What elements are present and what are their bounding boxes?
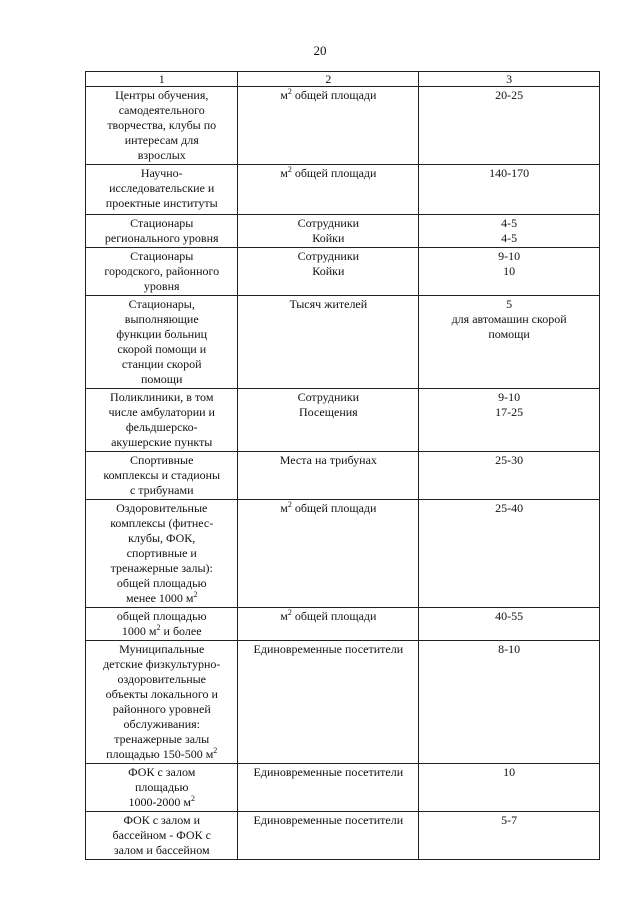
cell-text-line: 9-10	[498, 249, 521, 263]
cell-text-line: Тысяч жителей	[289, 297, 368, 311]
cell-text-line: Посещения	[298, 405, 358, 419]
cell-text-line: $м^2$ общей площади	[280, 608, 377, 623]
cell-text-line: 1000-2000 $м^2$	[128, 794, 196, 809]
facility-type-cell	[86, 87, 238, 165]
cell-text-line: помощи	[141, 372, 183, 386]
cell-text-line: проектные институты	[105, 196, 218, 210]
cell-text-line: общей площадью	[116, 609, 207, 623]
facility-type-cell	[86, 500, 238, 608]
unit-cell	[238, 812, 419, 860]
table-row	[86, 165, 600, 215]
facility-type-cell	[86, 452, 238, 500]
unit-cell	[238, 215, 419, 248]
cell-text-line: Центры обучения,	[115, 88, 209, 102]
cell-text-line: площадью 150-500 $м^2$	[106, 746, 218, 761]
cell-text-line: объекты локального и	[105, 687, 218, 701]
norm-value-cell	[419, 215, 600, 248]
norm-value-cell	[419, 608, 600, 641]
cell-text-line: районного уровней	[112, 702, 211, 716]
cell-text-line: 10	[503, 264, 516, 278]
unit-cell	[238, 296, 419, 389]
unit-cell	[238, 165, 419, 215]
cell-text-line: 140-170	[489, 166, 530, 180]
cell-text-line: самодеятельного	[118, 103, 205, 117]
cell-text-line: Стационары,	[128, 297, 195, 311]
cell-text-line: выполняющие	[124, 312, 199, 326]
cell-text-line: ФОК с залом и	[123, 813, 201, 827]
cell-text-line: площадью	[134, 780, 189, 794]
facility-type-cell	[86, 812, 238, 860]
cell-text-line: 1000 $м^2$ и более	[121, 623, 202, 638]
cell-text-line: акушерские пункты	[111, 435, 213, 449]
cell-text-line: Единовременные посетители	[253, 642, 404, 656]
cell-text-line: для автомашин скорой	[451, 312, 567, 326]
cell-text-line: Оздоровительные	[116, 501, 208, 515]
cell-text-line: 5	[506, 297, 513, 311]
table-row	[86, 248, 600, 296]
cell-text-line: 4-5	[501, 231, 518, 245]
cell-text-line: станции скорой	[121, 357, 202, 371]
table-row	[86, 764, 600, 812]
table-body	[86, 87, 600, 860]
page-number: 20	[313, 43, 327, 58]
cell-text-line: 5-7	[501, 813, 518, 827]
norm-value-cell	[419, 812, 600, 860]
cell-text-line: творчества, клубы по	[107, 118, 217, 132]
facility-type-cell	[86, 248, 238, 296]
table-row	[86, 641, 600, 764]
cell-text-line: Единовременные посетители	[253, 813, 404, 827]
cell-text-line: фельдшерско-	[125, 420, 198, 434]
cell-text-line: Стационары	[130, 216, 194, 230]
facility-type-cell	[86, 296, 238, 389]
cell-text-line: Стационары	[130, 249, 194, 263]
facility-type-cell	[86, 764, 238, 812]
unit-cell	[238, 641, 419, 764]
cell-text-line: Научно-	[140, 166, 183, 180]
cell-text-line: $м^2$ общей площади	[280, 165, 377, 180]
table-row	[86, 812, 600, 860]
cell-text-line: числе амбулатории и	[108, 405, 215, 419]
column-header-1: 1	[86, 72, 238, 87]
cell-text-line: регионального уровня	[104, 231, 219, 245]
norm-value-cell	[419, 248, 600, 296]
table-row	[86, 296, 600, 389]
cell-text-line: ФОК с залом	[128, 765, 196, 779]
unit-cell	[238, 87, 419, 165]
norm-value-cell	[419, 389, 600, 452]
cell-text-line: функции больниц	[116, 327, 208, 341]
cell-text-line: детские физкультурно-	[103, 657, 221, 671]
table-row	[86, 215, 600, 248]
table-row	[86, 389, 600, 452]
norm-value-cell	[419, 641, 600, 764]
cell-text-line: $м^2$ общей площади	[280, 500, 377, 515]
cell-text-line: исследовательские и	[109, 181, 215, 195]
cell-text-line: клубы, ФОК,	[128, 531, 196, 545]
cell-text-line: 8-10	[498, 642, 521, 656]
cell-text-line: 20-25	[495, 88, 524, 102]
unit-cell	[238, 500, 419, 608]
cell-text-line: взрослых	[137, 148, 186, 162]
cell-text-line: скорой помощи и	[117, 342, 207, 356]
cell-text-line: 25-30	[495, 453, 524, 467]
facility-type-cell	[86, 641, 238, 764]
cell-text-line: интересам для	[124, 133, 199, 147]
cell-text-line: комплексы и стадионы	[103, 468, 221, 482]
cell-text-line: Спортивные	[130, 453, 194, 467]
column-header-2: 2	[238, 72, 419, 87]
facility-type-cell	[86, 608, 238, 641]
cell-text-line: 4-5	[501, 216, 518, 230]
cell-text-line: обслуживания:	[123, 717, 200, 731]
cell-text-line: тренажерные залы	[114, 732, 210, 746]
cell-text-line: спортивные и	[126, 546, 197, 560]
cell-text-line: Поликлиники, в том	[110, 390, 214, 404]
norm-value-cell	[419, 452, 600, 500]
cell-text-line: общей площадью	[116, 576, 207, 590]
cell-text-line: уровня	[143, 279, 180, 293]
cell-text-line: комплексы (фитнес-	[110, 516, 214, 530]
table-row	[86, 608, 600, 641]
facility-type-cell	[86, 165, 238, 215]
table-row	[86, 500, 600, 608]
unit-cell	[238, 389, 419, 452]
cell-text-line: Места на трибунах	[279, 453, 377, 467]
facility-type-cell	[86, 389, 238, 452]
table-header-row	[86, 72, 600, 87]
norms-table	[85, 71, 600, 860]
norm-value-cell	[419, 165, 600, 215]
cell-text-line: бассейном - ФОК с	[112, 828, 211, 842]
cell-text-line: 17-25	[495, 405, 524, 419]
cell-text-line: 10	[503, 765, 516, 779]
cell-text-line: с трибунами	[129, 483, 194, 497]
unit-cell	[238, 452, 419, 500]
cell-text-line: Единовременные посетители	[253, 765, 404, 779]
cell-text-line: помощи	[488, 327, 530, 341]
cell-text-line: оздоровительные	[117, 672, 207, 686]
facility-type-cell	[86, 215, 238, 248]
unit-cell	[238, 248, 419, 296]
cell-text-line: менее 1000 $м^2$	[125, 590, 198, 605]
cell-text-line: 9-10	[498, 390, 521, 404]
cell-text-line: Муниципальные	[119, 642, 205, 656]
cell-text-line: залом и бассейном	[113, 843, 210, 857]
cell-text-line: Сотрудники	[297, 249, 360, 263]
column-header-3: 3	[419, 72, 600, 87]
table-row	[86, 452, 600, 500]
cell-text-line: Койки	[312, 264, 345, 278]
cell-text-line: 40-55	[495, 609, 524, 623]
cell-text-line: $м^2$ общей площади	[280, 87, 377, 102]
norm-value-cell	[419, 87, 600, 165]
unit-cell	[238, 764, 419, 812]
table-row	[86, 87, 600, 165]
norm-value-cell	[419, 500, 600, 608]
cell-text-line: Сотрудники	[297, 390, 360, 404]
cell-text-line: городского, районного	[104, 264, 220, 278]
norm-value-cell	[419, 764, 600, 812]
unit-cell	[238, 608, 419, 641]
cell-text-line: тренажерные залы):	[110, 561, 213, 575]
cell-text-line: Койки	[312, 231, 345, 245]
norm-value-cell	[419, 296, 600, 389]
cell-text-line: Сотрудники	[297, 216, 360, 230]
cell-text-line: 25-40	[495, 501, 524, 515]
